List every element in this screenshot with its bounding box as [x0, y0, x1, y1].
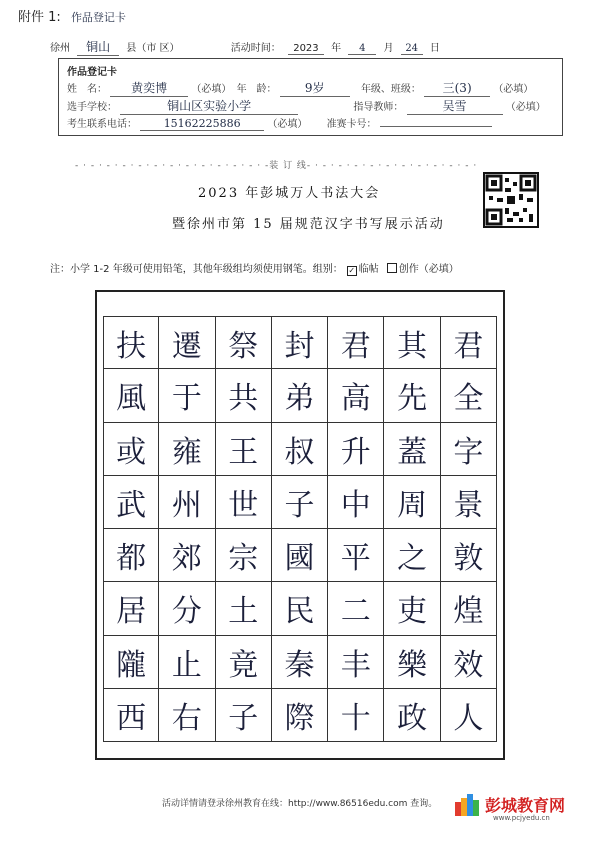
event-title-line-1: 2023 年彭城万人书法大会	[198, 186, 381, 201]
grid-cell: 竟	[216, 636, 272, 689]
grid-cell: 居	[103, 582, 159, 635]
grid-cell: 樂	[384, 636, 440, 689]
grid-cell: 效	[441, 636, 497, 689]
grid-cell: 民	[272, 582, 328, 635]
grid-cell: 都	[103, 529, 159, 582]
grid-cell: 蓋	[384, 423, 440, 476]
grid-cell: 州	[159, 476, 215, 529]
age-field[interactable]: 9岁	[280, 79, 350, 97]
ticket-field[interactable]	[380, 126, 492, 127]
school-field[interactable]: 铜山区实验小学	[120, 97, 298, 115]
grid-cell: 郊	[159, 529, 215, 582]
district-field: 铜山	[77, 38, 119, 56]
logo-url: www.pcjyedu.cn	[493, 814, 550, 822]
grade-field[interactable]: 三(3)	[424, 79, 490, 97]
grid-cell: 遷	[159, 316, 215, 369]
card-title-handwritten: 作品登记卡	[70, 11, 126, 24]
grid-cell: 景	[441, 476, 497, 529]
required-note: （必填）	[191, 84, 232, 95]
grid-cell: 宗	[216, 529, 272, 582]
logo-text: 彭城教育网	[485, 796, 566, 815]
note-required: （必填）	[418, 264, 459, 275]
grid-cell: 武	[103, 476, 159, 529]
card-heading: 作品登记卡	[67, 67, 117, 78]
grid-cell: 煌	[441, 582, 497, 635]
card-row-2	[67, 97, 546, 115]
name-field[interactable]: 黄奕博	[110, 79, 188, 97]
grid-cell: 中	[328, 476, 384, 529]
grid-cell: 丰	[328, 636, 384, 689]
grid-cell: 隴	[103, 636, 159, 689]
phone-label: 考生联系电话：	[67, 119, 137, 130]
grid-cell: 其	[384, 316, 440, 369]
book-logo-icon	[455, 794, 481, 816]
grid-cell: 高	[328, 369, 384, 422]
attachment-label: 附件 1:	[18, 10, 61, 25]
grid-cell: 子	[216, 689, 272, 742]
attachment-title	[18, 6, 126, 25]
calligraphy-sheet	[95, 290, 505, 760]
grid-cell: 全	[441, 369, 497, 422]
grid-cell: 秦	[272, 636, 328, 689]
grid-cell: 止	[159, 636, 215, 689]
grid-cell: 于	[159, 369, 215, 422]
footer-note: 活动详情请登录徐州教育在线：http://www.86516edu.com 查询。	[162, 799, 438, 809]
character-grid	[103, 316, 497, 742]
grid-cell: 平	[328, 529, 384, 582]
day-unit: 日	[429, 43, 440, 54]
grid-cell: 君	[441, 316, 497, 369]
grid-cell: 雍	[159, 423, 215, 476]
registration-card	[58, 58, 563, 136]
option-copy-label: 临帖	[358, 264, 379, 275]
grid-cell: 子	[272, 476, 328, 529]
grid-cell: 升	[328, 423, 384, 476]
grid-cell: 共	[216, 369, 272, 422]
grid-cell: 周	[384, 476, 440, 529]
note-text: 注：小学 1-2 年级可使用铅笔，其他年级组均须使用钢笔。组别：	[50, 264, 343, 275]
grid-cell: 扶	[103, 316, 159, 369]
county-label: 县（市 区）	[126, 43, 180, 54]
grid-cell: 叔	[272, 423, 328, 476]
grid-cell: 風	[103, 369, 159, 422]
card-row-1	[67, 79, 533, 97]
grid-cell: 世	[216, 476, 272, 529]
grid-cell: 弟	[272, 369, 328, 422]
month-field: 4	[348, 43, 376, 55]
required-note: （必填）	[493, 84, 534, 95]
month-unit: 月	[383, 43, 394, 54]
grid-cell: 人	[441, 689, 497, 742]
grid-cell: 封	[272, 316, 328, 369]
year-field: 2023	[288, 43, 324, 55]
grid-cell: 吏	[384, 582, 440, 635]
teacher-label: 指导教师：	[353, 102, 404, 113]
grid-cell: 二	[328, 582, 384, 635]
activity-time-label: 活动时间：	[230, 43, 281, 54]
event-title-line-2: 暨徐州市第 15 届规范汉字书写展示活动	[172, 217, 445, 232]
binding-line: - · - · - · - · - · - · - · - · - · - · - · - · -装 订 线- · - · - · - · - · - · - · - · - · - · - ·	[75, 161, 478, 171]
teacher-field[interactable]: 吴雪	[407, 97, 503, 115]
grid-cell: 土	[216, 582, 272, 635]
ticket-label: 准赛卡号：	[326, 119, 377, 130]
name-label: 姓 名：	[67, 84, 107, 95]
grid-cell: 政	[384, 689, 440, 742]
grid-cell: 西	[103, 689, 159, 742]
day-field: 24	[401, 43, 423, 55]
instruction-note	[50, 260, 459, 276]
grid-cell: 王	[216, 423, 272, 476]
city-label: 徐州	[50, 43, 70, 54]
grid-cell: 君	[328, 316, 384, 369]
checkbox-create[interactable]	[387, 263, 397, 273]
location-date-row	[50, 38, 444, 56]
checkbox-copy-checked[interactable]: ✓	[348, 266, 356, 275]
grid-cell: 分	[159, 582, 215, 635]
grid-cell: 之	[384, 529, 440, 582]
grid-cell: 祭	[216, 316, 272, 369]
age-label: 年 龄：	[236, 84, 277, 95]
grid-cell: 國	[272, 529, 328, 582]
grid-cell: 右	[159, 689, 215, 742]
school-label: 选手学校：	[67, 102, 117, 113]
grid-cell: 際	[272, 689, 328, 742]
required-note: （必填）	[267, 119, 308, 130]
required-note: （必填）	[505, 102, 546, 113]
grid-cell: 先	[384, 369, 440, 422]
card-row-3	[67, 115, 492, 131]
grid-cell: 字	[441, 423, 497, 476]
phone-field[interactable]: 15162225886	[140, 117, 264, 131]
option-create-label: 创作	[398, 264, 419, 275]
site-logo	[455, 793, 566, 822]
qr-code-icon	[483, 172, 539, 228]
grid-cell: 十	[328, 689, 384, 742]
year-unit: 年	[331, 43, 342, 54]
grid-cell: 敦	[441, 529, 497, 582]
grade-label: 年级、班级：	[360, 84, 421, 95]
grid-cell: 或	[103, 423, 159, 476]
